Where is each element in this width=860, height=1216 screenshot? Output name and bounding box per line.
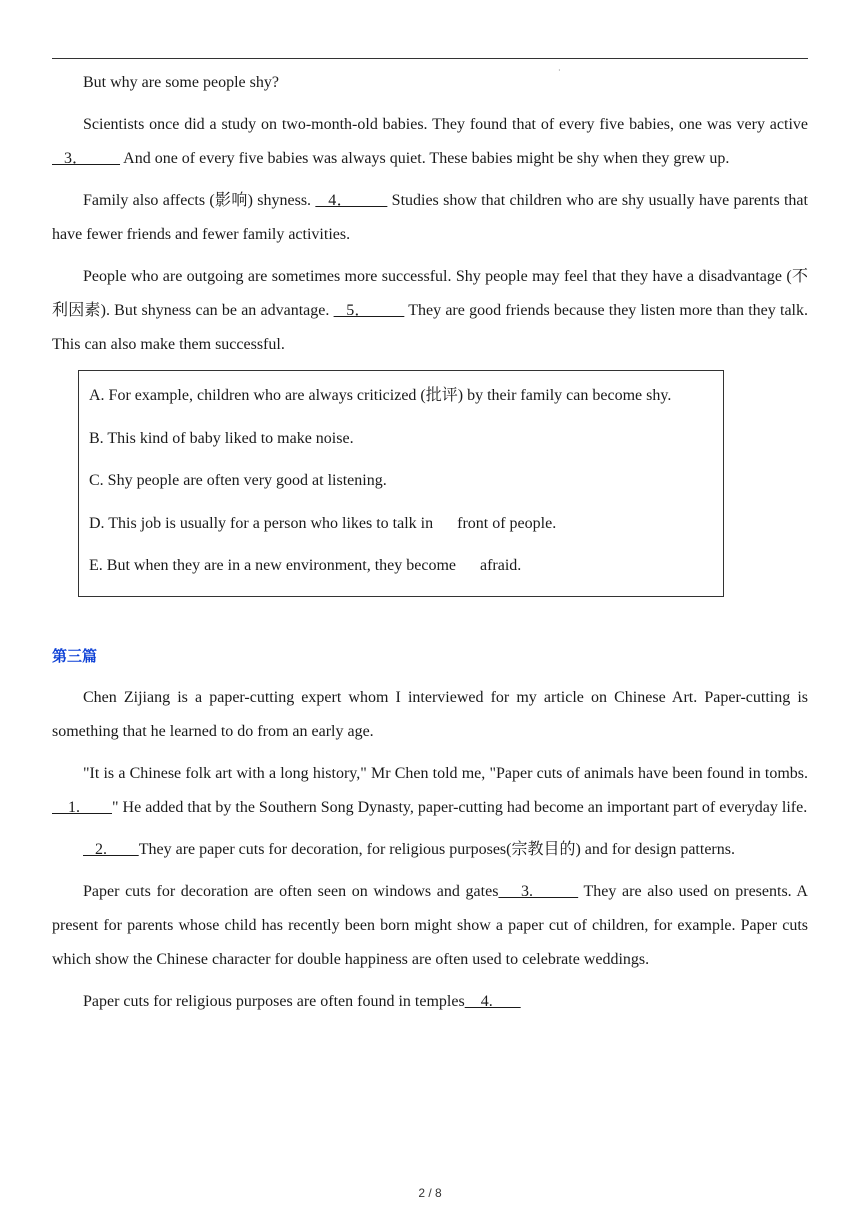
passage2-paragraph-1: [52, 66, 808, 100]
paragraph-text: Scientists once did a study on two-month-old babies. They found that of every five babies, one was very active: [83, 116, 808, 133]
paragraph-text: Studies show that children who are shy usually have parents that have fewer friends and fewer family activities.: [52, 192, 808, 243]
paragraph-text: "It is a Chinese folk art with a long history," Mr Chen told me, "Paper cuts of animals have been found in tombs.: [83, 764, 808, 782]
paragraph-text: They are also used on presents. A present for parents whose child has recently been born might show a paper cut of children, for example. Paper cuts which show the Chinese character for double happiness are often used to celebrate weddings.: [52, 882, 808, 968]
header-mark: ·: [558, 66, 561, 75]
options-box: [78, 370, 724, 597]
option-e: E. But when they are in a new environment, they become afraid.: [89, 557, 522, 574]
option-b: B. This kind of baby liked to make noise.: [89, 429, 354, 447]
paragraph-text: Paper cuts for religious purposes are often found in temples: [83, 992, 465, 1010]
passage3-paragraph-3: [52, 833, 808, 867]
passage3-paragraph-4: [52, 875, 808, 977]
paragraph-text: But why are some people shy?: [83, 74, 279, 91]
option-a: A. For example, children who are always criticized (批评) by their family can become shy.: [89, 387, 672, 404]
paragraph-text: " He added that by the Southern Song Dynasty, paper-cutting had become an important part of everyday life.: [112, 798, 808, 816]
section-title: 第三篇: [52, 646, 98, 665]
option-c: C. Shy people are often very good at listening.: [89, 472, 387, 489]
paragraph-text: They are paper cuts for decoration, for religious purposes(宗教目的) and for design patterns.: [138, 840, 735, 858]
passage3-paragraph-1: [52, 681, 808, 749]
option-d: D. This job is usually for a person who likes to talk in front of people.: [89, 514, 557, 532]
paragraph-text: Family also affects (影响) shyness.: [83, 192, 316, 209]
answer-blank-3[interactable]: 3．: [52, 150, 121, 167]
passage2-paragraph-4: [52, 260, 808, 362]
paragraph-text: People who are outgoing are sometimes more successful. Shy people may feel that they have a disadvantage (不利因素). But shyness can be an advantage.: [52, 268, 809, 319]
answer-blank-3b[interactable]: 3.: [498, 882, 579, 900]
answer-blank-2[interactable]: 2.: [83, 840, 139, 858]
answer-blank-1[interactable]: 1.: [52, 798, 112, 816]
paragraph-text: And one of every five babies was always quiet. These babies might be shy when they grew up.: [120, 150, 730, 167]
paragraph-text: Chen Zijiang is a paper-cutting expert whom I interviewed for my article on Chinese Art. Paper-cutting is something that he learned to do from an early age.: [52, 688, 808, 740]
document-body: [52, 66, 808, 1027]
paragraph-text: They are good friends because they listen more than they talk. This can also make them successful.: [52, 302, 808, 353]
passage3-paragraph-5: [52, 985, 808, 1019]
header-rule: [52, 58, 808, 59]
answer-blank-5[interactable]: 5．: [333, 302, 405, 319]
paragraph-text: Paper cuts for decoration are often seen on windows and gates: [83, 882, 499, 900]
answer-blank-4b[interactable]: 4.: [464, 992, 521, 1010]
passage3-paragraph-2: [52, 757, 808, 825]
passage2-paragraph-3: [52, 184, 808, 252]
passage2-paragraph-2: [52, 108, 808, 176]
answer-blank-4[interactable]: 4．: [315, 192, 388, 209]
page-number: 2 / 8: [418, 1186, 442, 1200]
